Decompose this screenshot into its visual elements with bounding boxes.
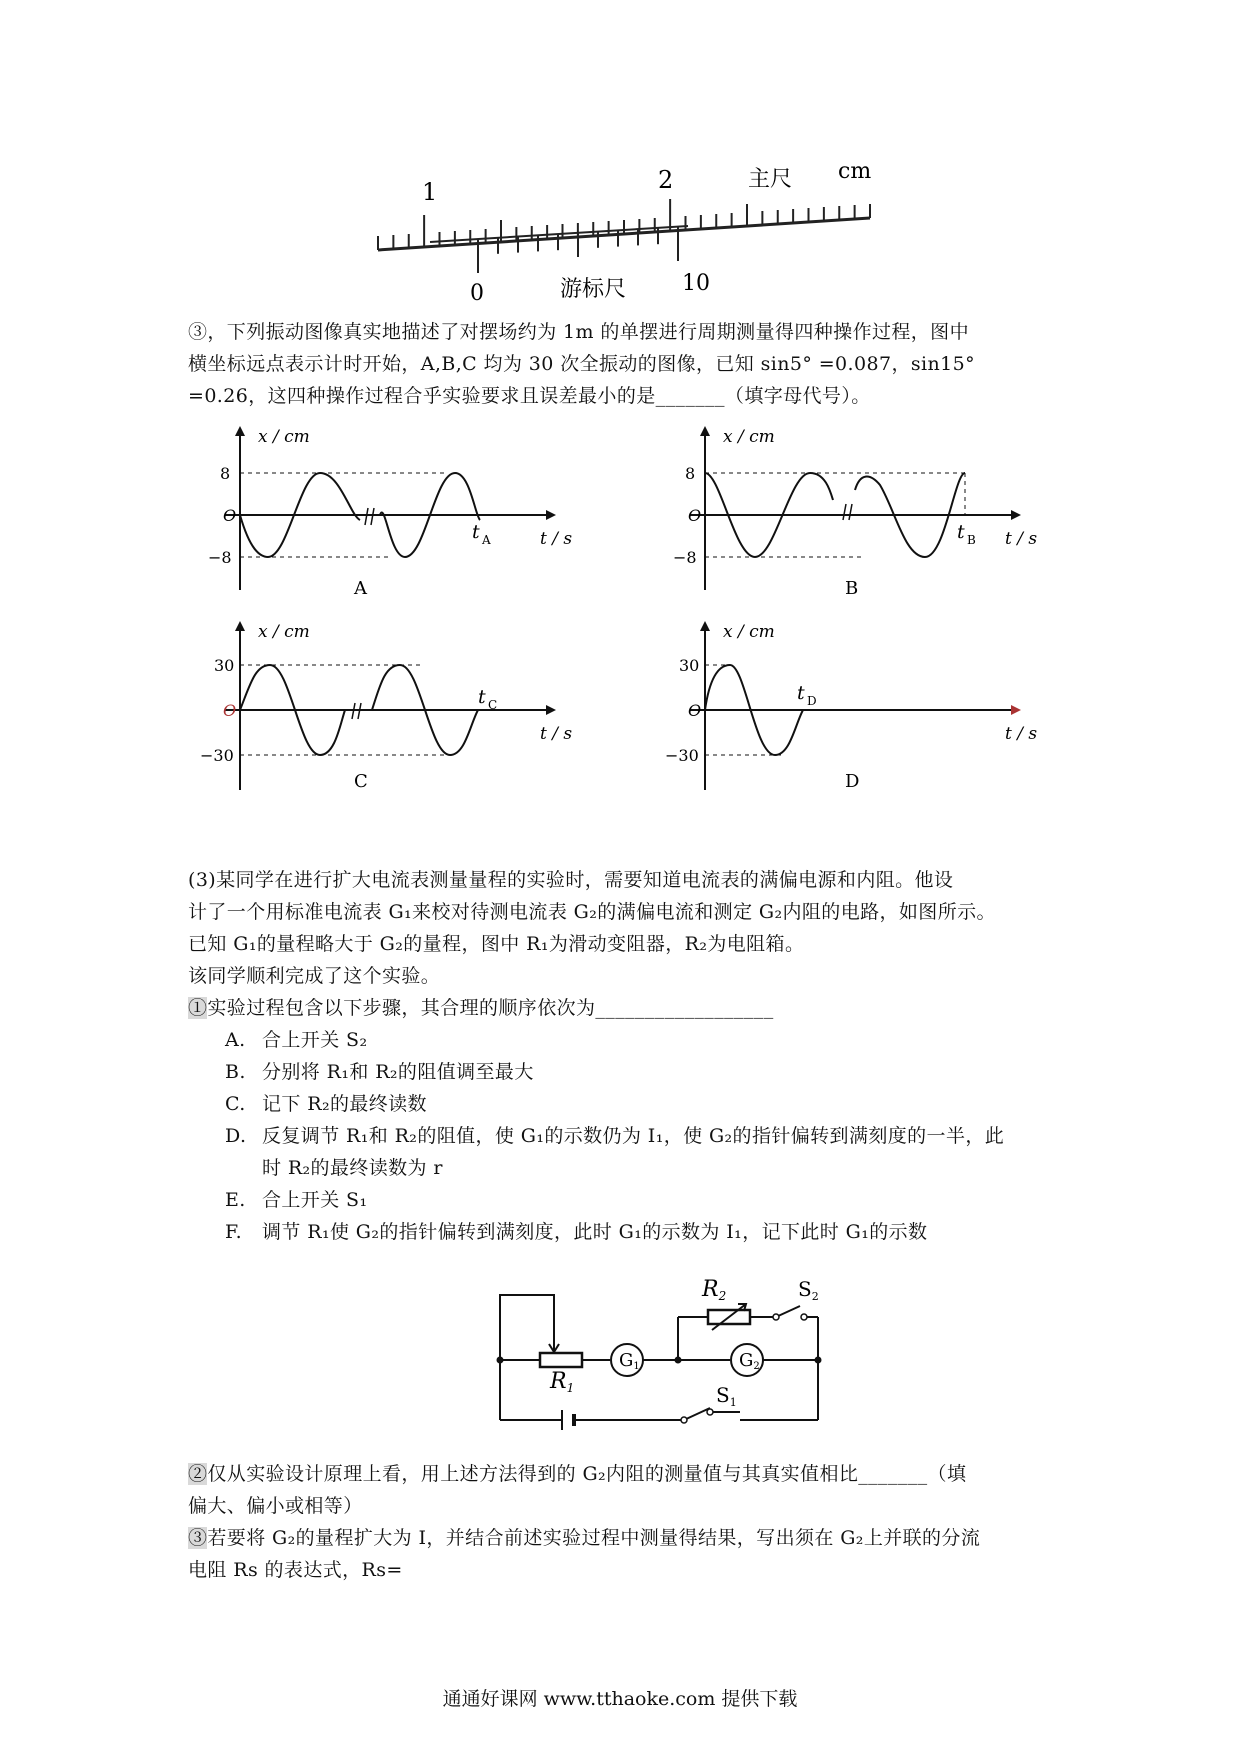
a-neg-label: −8: [208, 548, 232, 567]
graph-c: [200, 615, 600, 795]
q2-mark: ②: [188, 1463, 208, 1485]
circuit-diagram: [480, 1260, 840, 1440]
d-neg-label: −30: [665, 746, 699, 765]
pendulum-line-1: ③，下列振动图像真实地描述了对摆场约为 1m 的单摆进行周期测量得四种操作过程，图中: [188, 321, 969, 343]
c-neg-label: −30: [200, 746, 234, 765]
r2-label: R2: [702, 1277, 727, 1303]
step-d: D. 反复调节 R₁和 R₂的阻值，使 G₁的示数仍为 I₁，使 G₂的指针偏转到满刻度的一半，此: [225, 1125, 1005, 1147]
origin-label: O: [223, 701, 237, 720]
y-axis-label: x / cm: [723, 427, 775, 447]
y-axis-label: x / cm: [258, 622, 310, 642]
y-axis-label: x / cm: [258, 427, 310, 447]
question-2-line-1: [188, 1458, 966, 1490]
x-axis-label: t / s: [1005, 724, 1038, 744]
b-pos-label: 8: [685, 464, 696, 483]
step-e: E. 合上开关 S₁: [225, 1189, 368, 1211]
pendulum-line-2: 横坐标远点表示计时开始，A,B,C 均为 30 次全振动的图像，已知 sin5° =0.087，sin15°: [188, 353, 975, 375]
c-end-sub: C: [488, 698, 498, 712]
question-3-line-2: 电阻 Rs 的表达式，Rs=: [188, 1559, 403, 1581]
x-axis-label: t / s: [540, 724, 573, 744]
a-end-label: t: [472, 521, 480, 543]
step-c: C. 记下 R₂的最终读数: [225, 1093, 427, 1115]
y-axis-label: x / cm: [723, 622, 775, 642]
c-letter: C: [354, 771, 368, 792]
x-axis-label: t / s: [1005, 529, 1038, 549]
vernier-scale-label: 游标尺: [560, 277, 627, 302]
q3-text: 若要将 G₂的量程扩大为 I，并结合前述实验过程中测量得结果，写出须在 G₂上并联的分流: [207, 1527, 981, 1549]
q1-text: 实验过程包含以下步骤，其合理的顺序依次为__________________: [207, 997, 774, 1019]
s1-label: $S_1$: [716, 1383, 737, 1409]
origin-label: O: [688, 701, 702, 720]
d-letter: D: [845, 771, 860, 792]
step-d-cont: 时 R₂的最终读数为 r: [262, 1157, 443, 1179]
part3-line-4: 该同学顺利完成了这个实验。: [188, 965, 441, 987]
step-b: B. 分别将 R₁和 R₂的阻值调至最大: [225, 1061, 534, 1083]
q2-text: 仅从实验设计原理上看，用上述方法得到的 G₂内阻的测量值与其真实值相比_______（填: [207, 1463, 967, 1485]
a-letter: A: [354, 578, 367, 599]
graph-d: [665, 615, 1065, 795]
part3-line-2: 计了一个用标准电流表 G₁来校对待测电流表 G₂的满偏电流和测定 G₂内阻的电路，如图所示。: [188, 901, 996, 923]
c-end-label: t: [478, 686, 486, 708]
s2-label: $S_2$: [798, 1277, 819, 1303]
question-3-line-1: [188, 1522, 980, 1554]
pendulum-line-3: =0.26，这四种操作过程合乎实验要求且误差最小的是_______（填字母代号）。: [188, 385, 871, 407]
q1-mark: ①: [188, 997, 208, 1019]
b-end-sub: B: [967, 533, 976, 547]
r1-label: R1: [550, 1369, 575, 1395]
b-neg-label: −8: [673, 548, 697, 567]
origin-label: O: [688, 506, 702, 525]
b-end-label: t: [957, 521, 965, 543]
graph-b: [665, 420, 1065, 600]
vernier-label-10: 10: [682, 271, 710, 296]
vernier-caliper-figure: [370, 160, 880, 310]
step-a: A. 合上开关 S₂: [225, 1029, 368, 1051]
d-pos-label: 30: [679, 656, 700, 675]
main-label-2: 2: [658, 166, 674, 194]
x-axis-label: t / s: [540, 529, 573, 549]
d-end-label: t: [797, 682, 805, 704]
a-end-sub: A: [482, 533, 491, 547]
q3-mark: ③: [188, 1527, 208, 1549]
question-1: [188, 992, 774, 1024]
a-pos-label: 8: [220, 464, 231, 483]
part3-line-3: 已知 G₁的量程略大于 G₂的量程，图中 R₁为滑动变阻器，R₂为电阻箱。: [188, 933, 805, 955]
unit-label: cm: [838, 160, 872, 184]
page-footer: 通通好课网 www.tthaoke.com 提供下载: [442, 1688, 798, 1710]
main-scale-ticks: [378, 199, 870, 250]
c-pos-label: 30: [214, 656, 235, 675]
step-f: F. 调节 R₁使 G₂的指针偏转到满刻度，此时 G₁的示数为 I₁，记下此时 G₁的示数: [225, 1221, 928, 1243]
d-end-sub: D: [807, 694, 817, 708]
vernier-label-0: 0: [470, 281, 484, 306]
b-letter: B: [845, 578, 859, 599]
part3-line-1: (3)某同学在进行扩大电流表测量量程的实验时，需要知道电流表的满偏电源和内阻。他设: [188, 869, 954, 891]
graph-a: [200, 420, 600, 600]
question-2-line-2: 偏大、偏小或相等）: [188, 1495, 363, 1517]
g2-label: G2: [739, 1350, 760, 1372]
g1-label: G1: [619, 1350, 640, 1372]
origin-label: O: [223, 506, 237, 525]
main-scale-label: 主尺: [748, 167, 793, 192]
main-label-1: 1: [422, 178, 438, 206]
